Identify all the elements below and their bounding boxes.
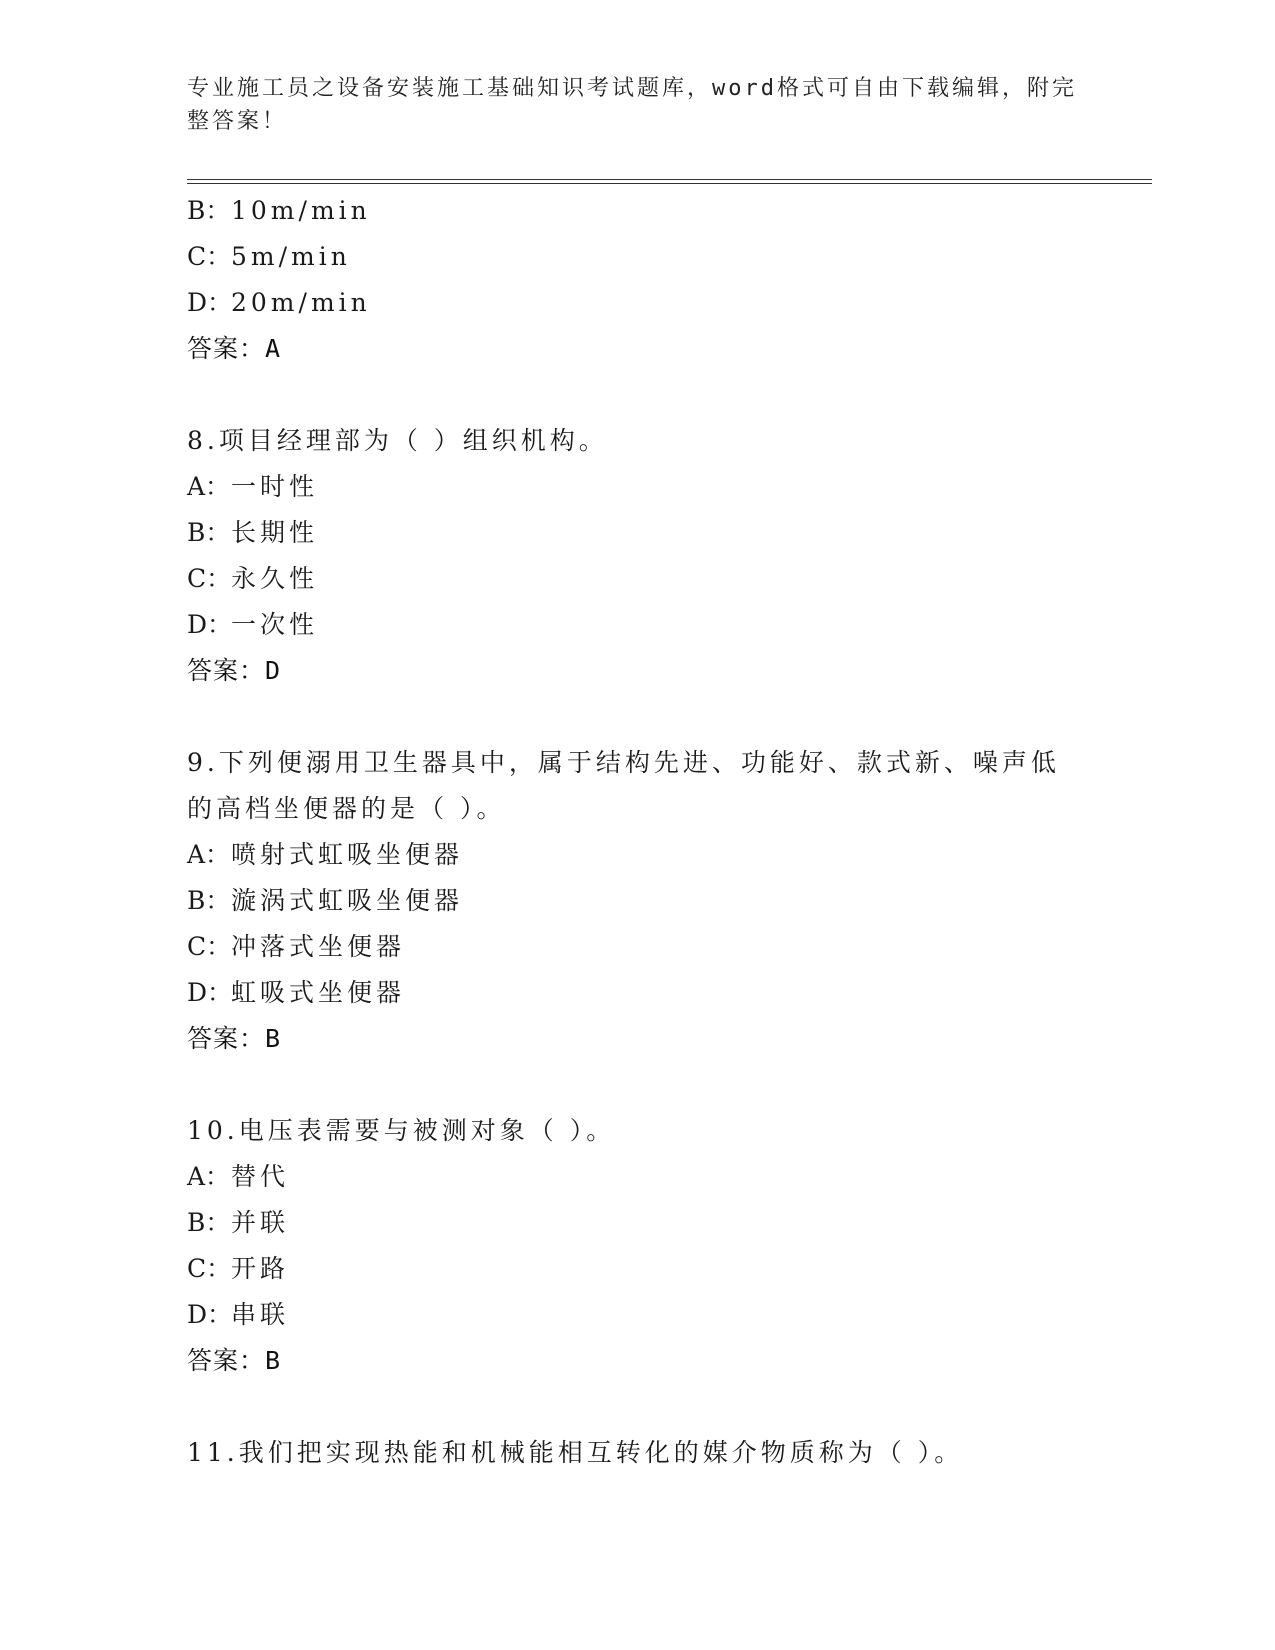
option-text: 喷射式虹吸坐便器 [231,840,464,869]
option-c [187,1246,1087,1292]
spacer [187,694,1087,740]
header-divider-bottom [187,183,1152,184]
option-b [187,1200,1087,1246]
document-header [187,72,1087,138]
question-text: 8.项目经理部为（ ）组织机构。 [187,426,608,455]
option-text: 一时性 [231,472,319,501]
question-block-7-continued [187,188,1087,372]
option-text: 长期性 [231,518,319,547]
option-text: 5m/min [231,242,351,271]
spacer [187,1384,1087,1430]
option-text: 冲落式坐便器 [231,932,406,961]
header-title-line-1: 专业施工员之设备安装施工基础知识考试题库，word格式可自由下载编辑，附完 [187,76,1077,101]
question-block-11 [187,1430,1087,1476]
option-d [187,970,1087,1016]
question-block-8 [187,418,1087,694]
option-label: A： [187,472,231,501]
question-text-line-2: 的高档坐便器的是（ ）。 [187,794,506,823]
option-text: 替代 [231,1162,290,1191]
option-label: B： [187,1208,231,1237]
option-b [187,188,1087,234]
option-d [187,602,1087,648]
option-label: B： [187,196,231,225]
option-a [187,832,1087,878]
question-text-line-1: 9.下列便溺用卫生器具中，属于结构先进、功能好、款式新、噪声低 [187,748,1060,777]
option-label: C： [187,932,232,961]
answer-line: 答案：D [187,656,282,685]
option-label: D： [187,288,233,317]
option-label: B： [187,886,231,915]
option-text: 虹吸式坐便器 [231,978,406,1007]
option-label: C： [187,1254,232,1283]
option-c [187,924,1087,970]
answer-line: 答案：B [187,1346,282,1375]
option-label: D： [187,978,233,1007]
question-text: 10.电压表需要与被测对象（ ）。 [187,1116,616,1145]
spacer [187,372,1087,418]
document-body [187,188,1087,1476]
option-label: A： [187,840,231,869]
option-label: A： [187,1162,231,1191]
option-b [187,510,1087,556]
option-text: 永久性 [231,564,319,593]
option-c [187,234,1087,280]
option-a [187,1154,1087,1200]
question-text: 11.我们把实现热能和机械能相互转化的媒介物质称为（ ）。 [187,1438,964,1467]
option-d [187,1292,1087,1338]
option-text: 并联 [231,1208,290,1237]
option-label: D： [187,1300,233,1329]
option-label: B： [187,518,231,547]
option-text: 10m/min [231,196,371,225]
option-text: 开路 [231,1254,290,1283]
option-label: C： [187,242,232,271]
option-text: 串联 [231,1300,290,1329]
header-title-line-2: 整答案！ [187,109,288,134]
question-block-9 [187,740,1087,1062]
option-text: 漩涡式虹吸坐便器 [231,886,464,915]
option-label: D： [187,610,233,639]
answer-line: 答案：A [187,334,282,363]
option-d [187,280,1087,326]
question-block-10 [187,1108,1087,1384]
option-a [187,464,1087,510]
option-b [187,878,1087,924]
header-divider-top [187,179,1152,180]
answer-line: 答案：B [187,1024,282,1053]
option-text: 一次性 [231,610,319,639]
option-text: 20m/min [231,288,371,317]
spacer [187,1062,1087,1108]
option-label: C： [187,564,232,593]
option-c [187,556,1087,602]
